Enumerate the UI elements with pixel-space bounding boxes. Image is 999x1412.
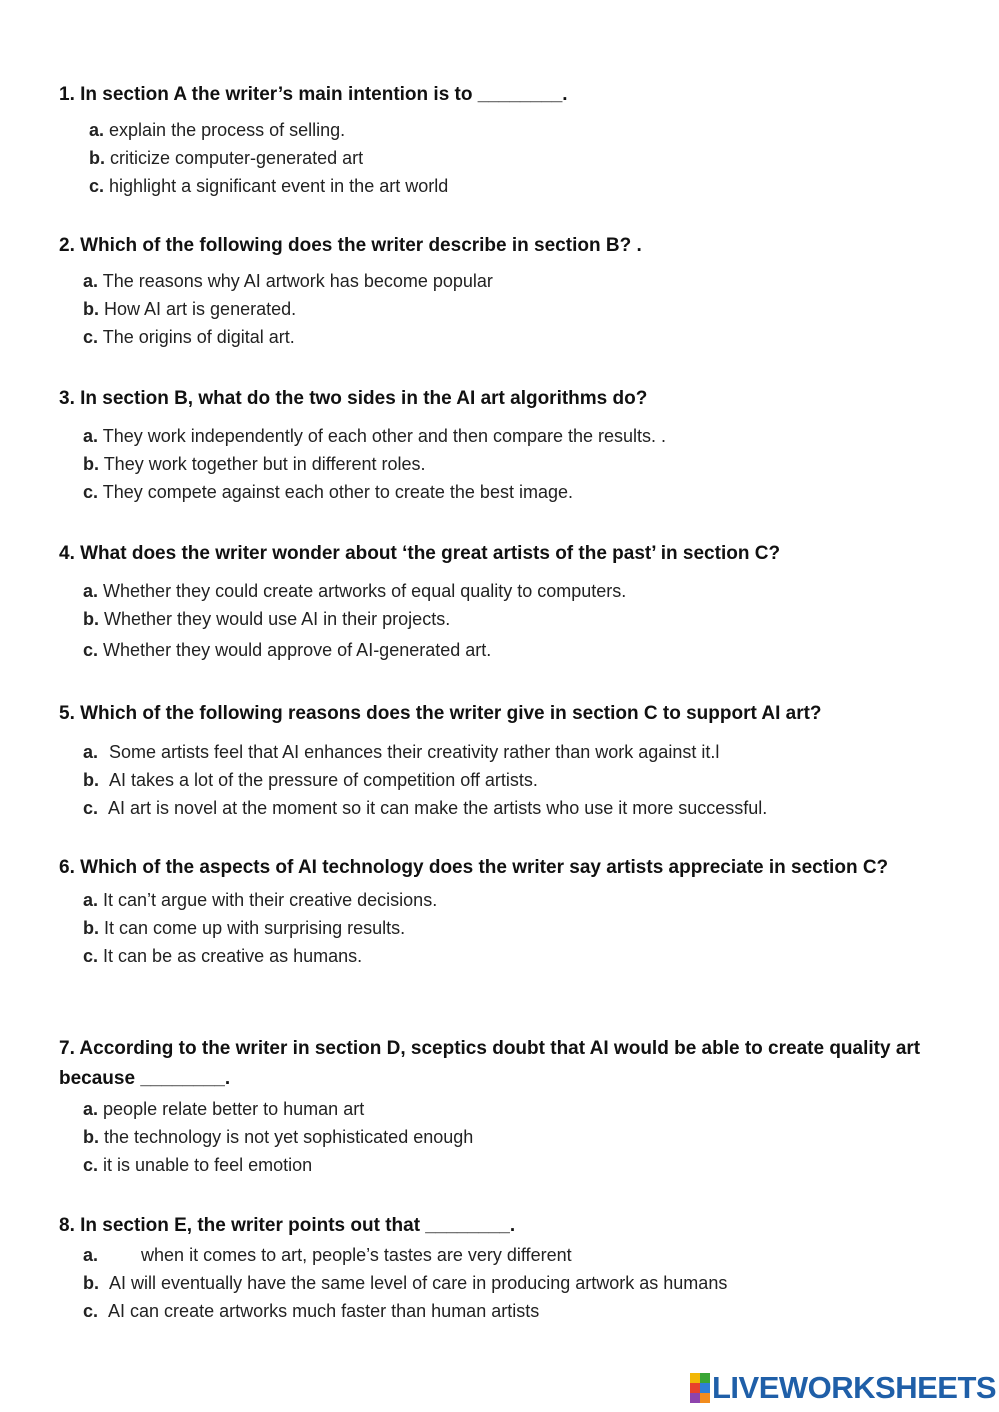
question-4-option-c[interactable] [83, 636, 939, 664]
question-8-option-b[interactable] [83, 1269, 939, 1297]
question-1 [59, 80, 939, 200]
option-text: it is unable to feel emotion [103, 1155, 313, 1175]
question-8 [59, 1211, 939, 1325]
question-8-options [59, 1241, 939, 1325]
option-text: explain the process of selling. [109, 120, 346, 140]
question-7-text: 7. According to the writer in section D, sceptics doubt that AI would be able to create quality art because ________. [59, 1038, 921, 1089]
question-6-option-c[interactable] [83, 942, 939, 970]
option-letter: b. [83, 1127, 99, 1147]
question-3-option-c[interactable] [83, 478, 939, 506]
question-3-options [59, 422, 939, 506]
option-letter: c. [83, 798, 99, 818]
logo-icon-cell [690, 1383, 700, 1393]
option-letter: c. [89, 176, 105, 196]
question-1-text: 1. In section A the writer’s main intention is to ________. [59, 84, 568, 105]
option-letter: b. [89, 148, 105, 168]
question-2-options [59, 267, 939, 351]
option-text: It can be as creative as humans. [103, 946, 363, 966]
option-text: criticize computer-generated art [110, 148, 364, 168]
question-2-option-c[interactable] [83, 323, 939, 351]
question-5-text: 5. Which of the following reasons does the writer give in section C to support AI art? [59, 703, 822, 724]
option-text: The reasons why AI artwork has become popular [102, 271, 493, 291]
option-letter: c. [83, 640, 99, 660]
question-2-text: 2. Which of the following does the writer describe in section B? . [59, 235, 642, 256]
question-4-option-a[interactable] [83, 577, 939, 605]
question-6-text: 6. Which of the aspects of AI technology does the writer say artists appreciate in section C? [59, 857, 889, 878]
option-text: They work together but in different roles. [103, 454, 426, 474]
question-7-option-b[interactable] [83, 1123, 939, 1151]
option-letter: b. [83, 918, 99, 938]
logo-icon-cell [690, 1393, 700, 1403]
option-text: the technology is not yet sophisticated enough [104, 1127, 474, 1147]
liveworksheets-logo-icon [690, 1373, 710, 1403]
liveworksheets-logo-text: LIVEWORKSHEETS [712, 1370, 997, 1405]
option-letter: a. [83, 742, 99, 762]
question-1-option-a[interactable] [89, 116, 939, 144]
option-text: AI can create artworks much faster than human artists [108, 1301, 540, 1321]
option-text: people relate better to human art [103, 1099, 365, 1119]
option-letter: c. [83, 327, 99, 347]
option-letter: a. [83, 890, 99, 910]
question-8-option-a[interactable] [83, 1241, 939, 1269]
question-3 [59, 384, 939, 506]
option-letter: a. [89, 120, 105, 140]
option-text: Some artists feel that AI enhances their creativity rather than work against it.l [109, 742, 720, 762]
question-3-text: 3. In section B, what do the two sides in the AI art algorithms do? [59, 388, 648, 409]
question-5-options [59, 738, 939, 822]
option-letter: a. [83, 1245, 99, 1265]
question-1-option-b[interactable] [89, 144, 939, 172]
question-5-option-a[interactable] [83, 738, 939, 766]
option-text: Whether they could create artworks of equal quality to computers. [103, 581, 627, 601]
option-letter: c. [83, 482, 99, 502]
option-text: They work independently of each other and then compare the results. . [102, 426, 667, 446]
question-1-option-c[interactable] [89, 172, 939, 200]
option-letter: b. [83, 770, 99, 790]
option-text: It can’t argue with their creative decisions. [103, 890, 438, 910]
question-4-option-b[interactable] [83, 605, 939, 633]
option-letter: b. [83, 609, 99, 629]
question-6-option-b[interactable] [83, 914, 939, 942]
question-6-options [59, 886, 939, 970]
option-text: Whether they would approve of AI-generated art. [103, 640, 492, 660]
question-3-option-a[interactable] [83, 422, 939, 450]
question-1-options [59, 116, 939, 200]
logo-icon-cell [700, 1383, 710, 1393]
question-7-option-c[interactable] [83, 1151, 939, 1179]
question-8-text: 8. In section E, the writer points out that ________. [59, 1215, 516, 1236]
option-letter: c. [83, 946, 99, 966]
question-5-option-c[interactable] [83, 794, 939, 822]
question-4 [59, 539, 939, 664]
logo-icon-cell [700, 1373, 710, 1383]
option-text: AI art is novel at the moment so it can make the artists who use it more successful. [108, 798, 768, 818]
logo-icon-cell [690, 1373, 700, 1383]
option-letter: b. [83, 1273, 99, 1293]
question-6-option-a[interactable] [83, 886, 939, 914]
question-7-options [59, 1095, 939, 1179]
option-text: highlight a significant event in the art world [109, 176, 449, 196]
question-7-option-a[interactable] [83, 1095, 939, 1123]
question-4-text: 4. What does the writer wonder about ‘the great artists of the past’ in section C? [59, 543, 781, 564]
option-text: AI takes a lot of the pressure of competition off artists. [109, 770, 538, 790]
option-letter: a. [83, 581, 99, 601]
option-letter: a. [83, 271, 99, 291]
question-2-option-a[interactable] [83, 267, 939, 295]
question-3-option-b[interactable] [83, 450, 939, 478]
option-letter: c. [83, 1301, 99, 1321]
question-6 [59, 853, 939, 970]
option-letter: b. [83, 299, 99, 319]
option-letter: a. [83, 426, 99, 446]
option-text: How AI art is generated. [104, 299, 297, 319]
question-7 [59, 1034, 939, 1179]
question-5-option-b[interactable] [83, 766, 939, 794]
question-2 [59, 231, 939, 351]
option-letter: b. [83, 454, 99, 474]
option-text: The origins of digital art. [102, 327, 295, 347]
question-2-option-b[interactable] [83, 295, 939, 323]
question-4-options [59, 577, 939, 664]
option-letter: c. [83, 1155, 99, 1175]
option-text: It can come up with surprising results. [104, 918, 406, 938]
option-text: when it comes to art, people’s tastes are very different [141, 1245, 572, 1265]
logo-icon-cell [700, 1393, 710, 1403]
option-text: They compete against each other to create the best image. [102, 482, 573, 502]
option-letter: a. [83, 1099, 99, 1119]
option-text: Whether they would use AI in their projects. [104, 609, 451, 629]
option-text: AI will eventually have the same level of care in producing artwork as humans [109, 1273, 728, 1293]
question-5 [59, 699, 939, 822]
liveworksheets-logo [690, 1370, 996, 1406]
question-8-option-c[interactable] [83, 1297, 939, 1325]
